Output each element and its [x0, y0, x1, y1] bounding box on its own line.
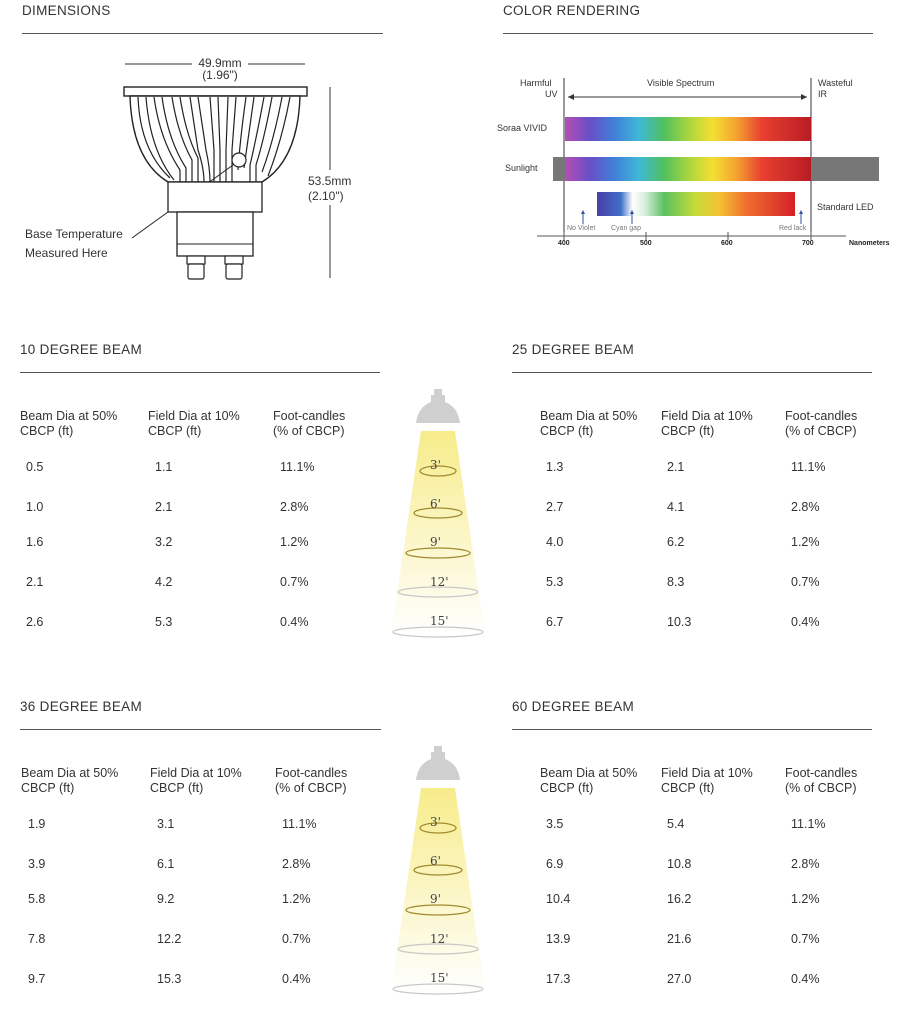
height-mm: 53.5mm [308, 174, 352, 188]
table-cell: 5.3 [155, 615, 173, 629]
table-cell: 1.0 [26, 500, 44, 514]
table-cell: 0.5 [26, 460, 44, 474]
table-cell: 2.8% [791, 857, 820, 871]
dimensions-title: DIMENSIONS [22, 3, 111, 18]
distance-label: 6' [430, 497, 441, 511]
table-cell: 0.7% [791, 932, 820, 946]
table-cell: 10.4 [546, 892, 571, 906]
width-in: (1.96") [202, 68, 238, 82]
lamp-icon [416, 395, 460, 423]
distance-label: 15' [430, 971, 449, 985]
column-header: Beam Dia at 50% CBCP (ft) [21, 766, 119, 795]
table-cell: 7.8 [28, 932, 46, 946]
beam-title: 60 DEGREE BEAM [512, 699, 634, 714]
table-cell: 2.1 [667, 460, 685, 474]
table-cell: 6.7 [546, 615, 564, 629]
table-cell: 3.1 [157, 817, 175, 831]
table-cell: 10.8 [667, 857, 692, 871]
vivid-label: Soraa VIVID [497, 123, 548, 133]
table-cell: 27.0 [667, 972, 692, 986]
table-cell: 1.1 [155, 460, 173, 474]
table-cell: 5.3 [546, 575, 564, 589]
table-cell: 2.8% [791, 500, 820, 514]
column-header: Field Dia at 10% CBCP (ft) [148, 409, 240, 438]
distance-label: 15' [430, 614, 449, 628]
table-cell: 0.7% [282, 932, 311, 946]
tick-500: 500 [640, 240, 652, 247]
table-cell: 5.4 [667, 817, 685, 831]
ir-label: IR [818, 89, 827, 99]
tick-600: 600 [721, 240, 733, 247]
distance-label: 12' [430, 932, 449, 946]
lamp-icon [416, 752, 460, 780]
table-cell: 6.2 [667, 535, 685, 549]
table-cell: 11.1% [791, 817, 826, 831]
table-cell: 12.2 [157, 932, 182, 946]
table-cell: 1.6 [26, 535, 44, 549]
beam-title: 25 DEGREE BEAM [512, 342, 634, 357]
column-header: Foot-candles (% of CBCP) [785, 766, 858, 795]
distance-label: 9' [430, 535, 441, 549]
beam-rule [20, 729, 381, 730]
table-cell: 5.8 [28, 892, 46, 906]
table-cell: 2.8% [282, 857, 311, 871]
table-cell: 1.2% [791, 892, 820, 906]
beam-rule [512, 729, 872, 730]
base-temp-line2: Measured Here [25, 246, 108, 260]
wasteful-label: Wasteful [818, 78, 853, 88]
table-cell: 13.9 [546, 932, 571, 946]
harmful-label: Harmful [520, 78, 552, 88]
column-header: Beam Dia at 50% CBCP (ft) [540, 766, 638, 795]
table-cell: 2.8% [280, 500, 309, 514]
distance-label: 3' [430, 815, 441, 829]
table-cell: 1.2% [791, 535, 820, 549]
nanometers-unit: Nanometers [849, 240, 890, 247]
table-cell: 2.6 [26, 615, 44, 629]
table-cell: 0.4% [791, 972, 820, 986]
table-cell: 9.7 [28, 972, 46, 986]
tick-700: 700 [802, 240, 814, 247]
table-cell: 1.9 [28, 817, 46, 831]
table-cell: 2.7 [546, 500, 564, 514]
table-cell: 15.3 [157, 972, 182, 986]
beam-rule [20, 372, 380, 373]
table-cell: 2.1 [155, 500, 173, 514]
table-cell: 4.1 [667, 500, 685, 514]
distance-label: 9' [430, 892, 441, 906]
table-cell: 0.4% [280, 615, 309, 629]
column-header: Beam Dia at 50% CBCP (ft) [540, 409, 638, 438]
table-cell: 4.2 [155, 575, 173, 589]
column-header: Foot-candles (% of CBCP) [785, 409, 858, 438]
color-rendering-title: COLOR RENDERING [503, 3, 641, 18]
table-cell: 4.0 [546, 535, 564, 549]
table-cell: 2.1 [26, 575, 44, 589]
column-header: Field Dia at 10% CBCP (ft) [150, 766, 242, 795]
table-cell: 11.1% [280, 460, 315, 474]
table-cell: 17.3 [546, 972, 571, 986]
standard-led-label: Standard LED [817, 202, 874, 212]
beam-title: 10 DEGREE BEAM [20, 342, 142, 357]
table-cell: 16.2 [667, 892, 692, 906]
table-cell: 0.4% [791, 615, 820, 629]
tick-400: 400 [558, 240, 570, 247]
base-temp-line1: Base Temperature [25, 227, 123, 241]
red-lack-note: Red lack [779, 225, 807, 232]
table-cell: 1.2% [280, 535, 309, 549]
distance-label: 6' [430, 854, 441, 868]
table-cell: 21.6 [667, 932, 692, 946]
uv-label: UV [545, 89, 558, 99]
table-cell: 10.3 [667, 615, 692, 629]
table-cell: 3.2 [155, 535, 173, 549]
table-cell: 1.3 [546, 460, 564, 474]
column-header: Field Dia at 10% CBCP (ft) [661, 409, 753, 438]
table-cell: 0.7% [280, 575, 309, 589]
column-header: Foot-candles (% of CBCP) [275, 766, 348, 795]
beam-rule [512, 372, 872, 373]
column-header: Field Dia at 10% CBCP (ft) [661, 766, 753, 795]
table-cell: 6.1 [157, 857, 175, 871]
spectrum-diagram [0, 0, 909, 260]
table-cell: 11.1% [282, 817, 317, 831]
table-cell: 9.2 [157, 892, 175, 906]
visible-spectrum-label: Visible Spectrum [647, 78, 715, 88]
table-cell: 8.3 [667, 575, 685, 589]
table-cell: 11.1% [791, 460, 826, 474]
cyan-gap-note: Cyan gap [611, 225, 641, 232]
distance-label: 3' [430, 458, 441, 472]
table-cell: 0.7% [791, 575, 820, 589]
sunlight-label: Sunlight [505, 163, 538, 173]
height-in: (2.10") [308, 189, 344, 203]
table-cell: 6.9 [546, 857, 564, 871]
no-violet-note: No Violet [567, 225, 596, 232]
column-header: Foot-candles (% of CBCP) [273, 409, 346, 438]
width-mm: 49.9mm [198, 56, 242, 70]
table-cell: 1.2% [282, 892, 311, 906]
table-cell: 3.5 [546, 817, 564, 831]
column-header: Beam Dia at 50% CBCP (ft) [20, 409, 118, 438]
distance-label: 12' [430, 575, 449, 589]
beam-title: 36 DEGREE BEAM [20, 699, 142, 714]
table-cell: 3.9 [28, 857, 46, 871]
table-cell: 0.4% [282, 972, 311, 986]
